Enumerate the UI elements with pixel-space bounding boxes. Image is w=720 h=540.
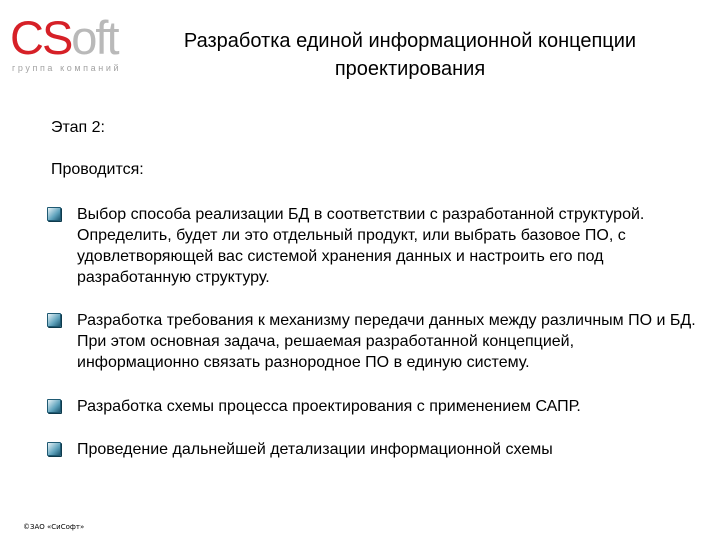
stage-label: Этап 2: <box>51 119 105 136</box>
conducted-label: Проводится: <box>51 161 144 178</box>
checkbox-square-icon <box>47 442 61 456</box>
logo-wordmark-red: CS <box>10 11 72 64</box>
bullet-item <box>47 396 697 417</box>
company-logo <box>10 11 130 74</box>
bullet-text: Выбор способа реализации БД в соответствии с разработанной структурой. Определить, будет ли это отдельный продукт, или выбрать базовое ПО, с удовлетворяющей вас системой хранения данных и настроить его под разработанную структуру. <box>77 206 645 286</box>
slide-title: Разработка единой информационной концепции проектирования <box>183 30 637 80</box>
bullet-item <box>47 439 697 460</box>
bullet-text: Разработка схемы процесса проектирования с применением САПР. <box>77 398 581 415</box>
bullet-text: Проведение дальнейшей детализации информационной схемы <box>77 441 553 458</box>
bullet-item <box>47 310 697 373</box>
logo-wordmark <box>10 11 130 64</box>
bullet-item <box>47 204 697 288</box>
checkbox-square-icon <box>47 399 61 413</box>
copyright-footer: ©ЗАО «СиСофт» <box>23 523 85 531</box>
logo-wordmark-gray: oft <box>71 11 118 64</box>
bullet-text: Разработка требования к механизму передачи данных между различным ПО и БД. При этом основная задача, решаемая разработанной концепцией, информационно связать разнородное ПО в единую систему. <box>77 312 696 371</box>
bullet-list <box>47 204 697 460</box>
checkbox-square-icon <box>47 313 61 327</box>
logo-subtitle: группа компаний <box>12 63 122 73</box>
checkbox-square-icon <box>47 207 61 221</box>
